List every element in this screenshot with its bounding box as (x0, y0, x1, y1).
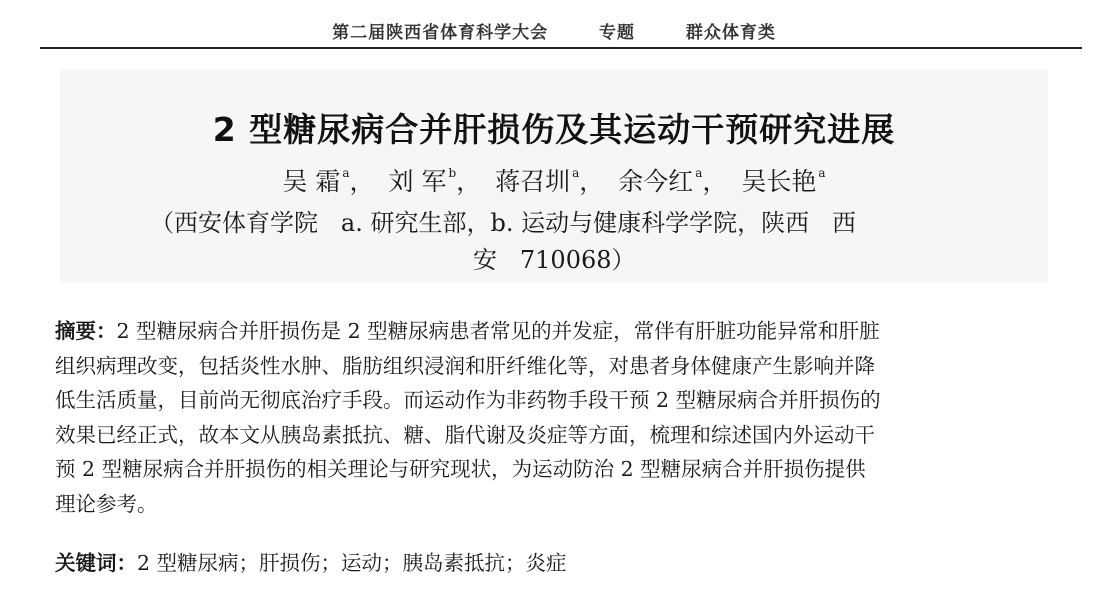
conference-name: 第二届陕西省体育科学大会 (332, 23, 549, 43)
keywords-text: 2 型糖尿病；肝损伤；运动；胰岛素抵抗；炎症 (137, 551, 567, 575)
author-name: 吴 霜 (282, 167, 341, 196)
author-list (0, 162, 1108, 198)
paper-title: 2 型糖尿病合并肝损伤及其运动干预研究进展 (212, 110, 896, 149)
author (282, 162, 374, 198)
abstract-line: 低生活质量，目前尚无彻底治疗手段。而运动作为非药物手段干预 2 型糖尿病合并肝损伤的 (55, 388, 881, 412)
abstract-text: 2 型糖尿病合并肝损伤是 2 型糖尿病患者常见的并发症，常伴有肝脏功能异常和肝脏 (116, 319, 880, 343)
abstract-label: 摘要： (55, 319, 117, 343)
abstract (55, 314, 1065, 521)
author-separator: ， (702, 167, 728, 196)
affiliation-mark: a (818, 165, 826, 180)
affiliation-mark: a (695, 165, 703, 180)
author-separator: ， (349, 167, 375, 196)
author-name: 余今红 (618, 167, 694, 196)
author-separator: ， (456, 167, 482, 196)
abstract-line: 效果已经正式，故本文从胰岛素抵抗、糖、脂代谢及炎症等方面，梳理和综述国内外运动干 (55, 422, 875, 447)
abstract-line: 组织病理改变，包括炎性水肿、脂肪组织浸润和肝纤维化等，对患者身体健康产生影响并降 (55, 353, 875, 378)
affiliation-mark: a (342, 165, 350, 180)
category-label: 群众体育类 (685, 23, 776, 43)
affiliation-mark: a (572, 165, 580, 180)
author-separator: ， (579, 167, 605, 196)
abstract-line: 预 2 型糖尿病合并肝损伤的相关理论与研究现状，为运动防治 2 型糖尿病合并肝损伤提供 (55, 457, 866, 481)
abstract-line: 理论参考。 (55, 491, 158, 516)
affiliation-line-1: （西安体育学院 a. 研究生部，b. 运动与健康科学学院，陕西 西 (150, 209, 856, 237)
keywords (55, 546, 567, 576)
running-head (0, 18, 1108, 43)
author-name: 刘 军 (388, 167, 447, 196)
section-label: 专题 (599, 23, 635, 43)
author (495, 162, 604, 198)
author-name: 吴长艳 (741, 167, 817, 196)
author (389, 162, 482, 198)
keywords-label: 关键词： (55, 551, 137, 575)
affiliation-mark: b (448, 165, 457, 180)
header-rule (40, 47, 1082, 49)
abstract-line (55, 314, 1065, 349)
author (741, 162, 825, 198)
affiliation-line-2: 安 710068） (473, 246, 636, 274)
author-name: 蒋召圳 (495, 167, 571, 196)
author (618, 162, 727, 198)
